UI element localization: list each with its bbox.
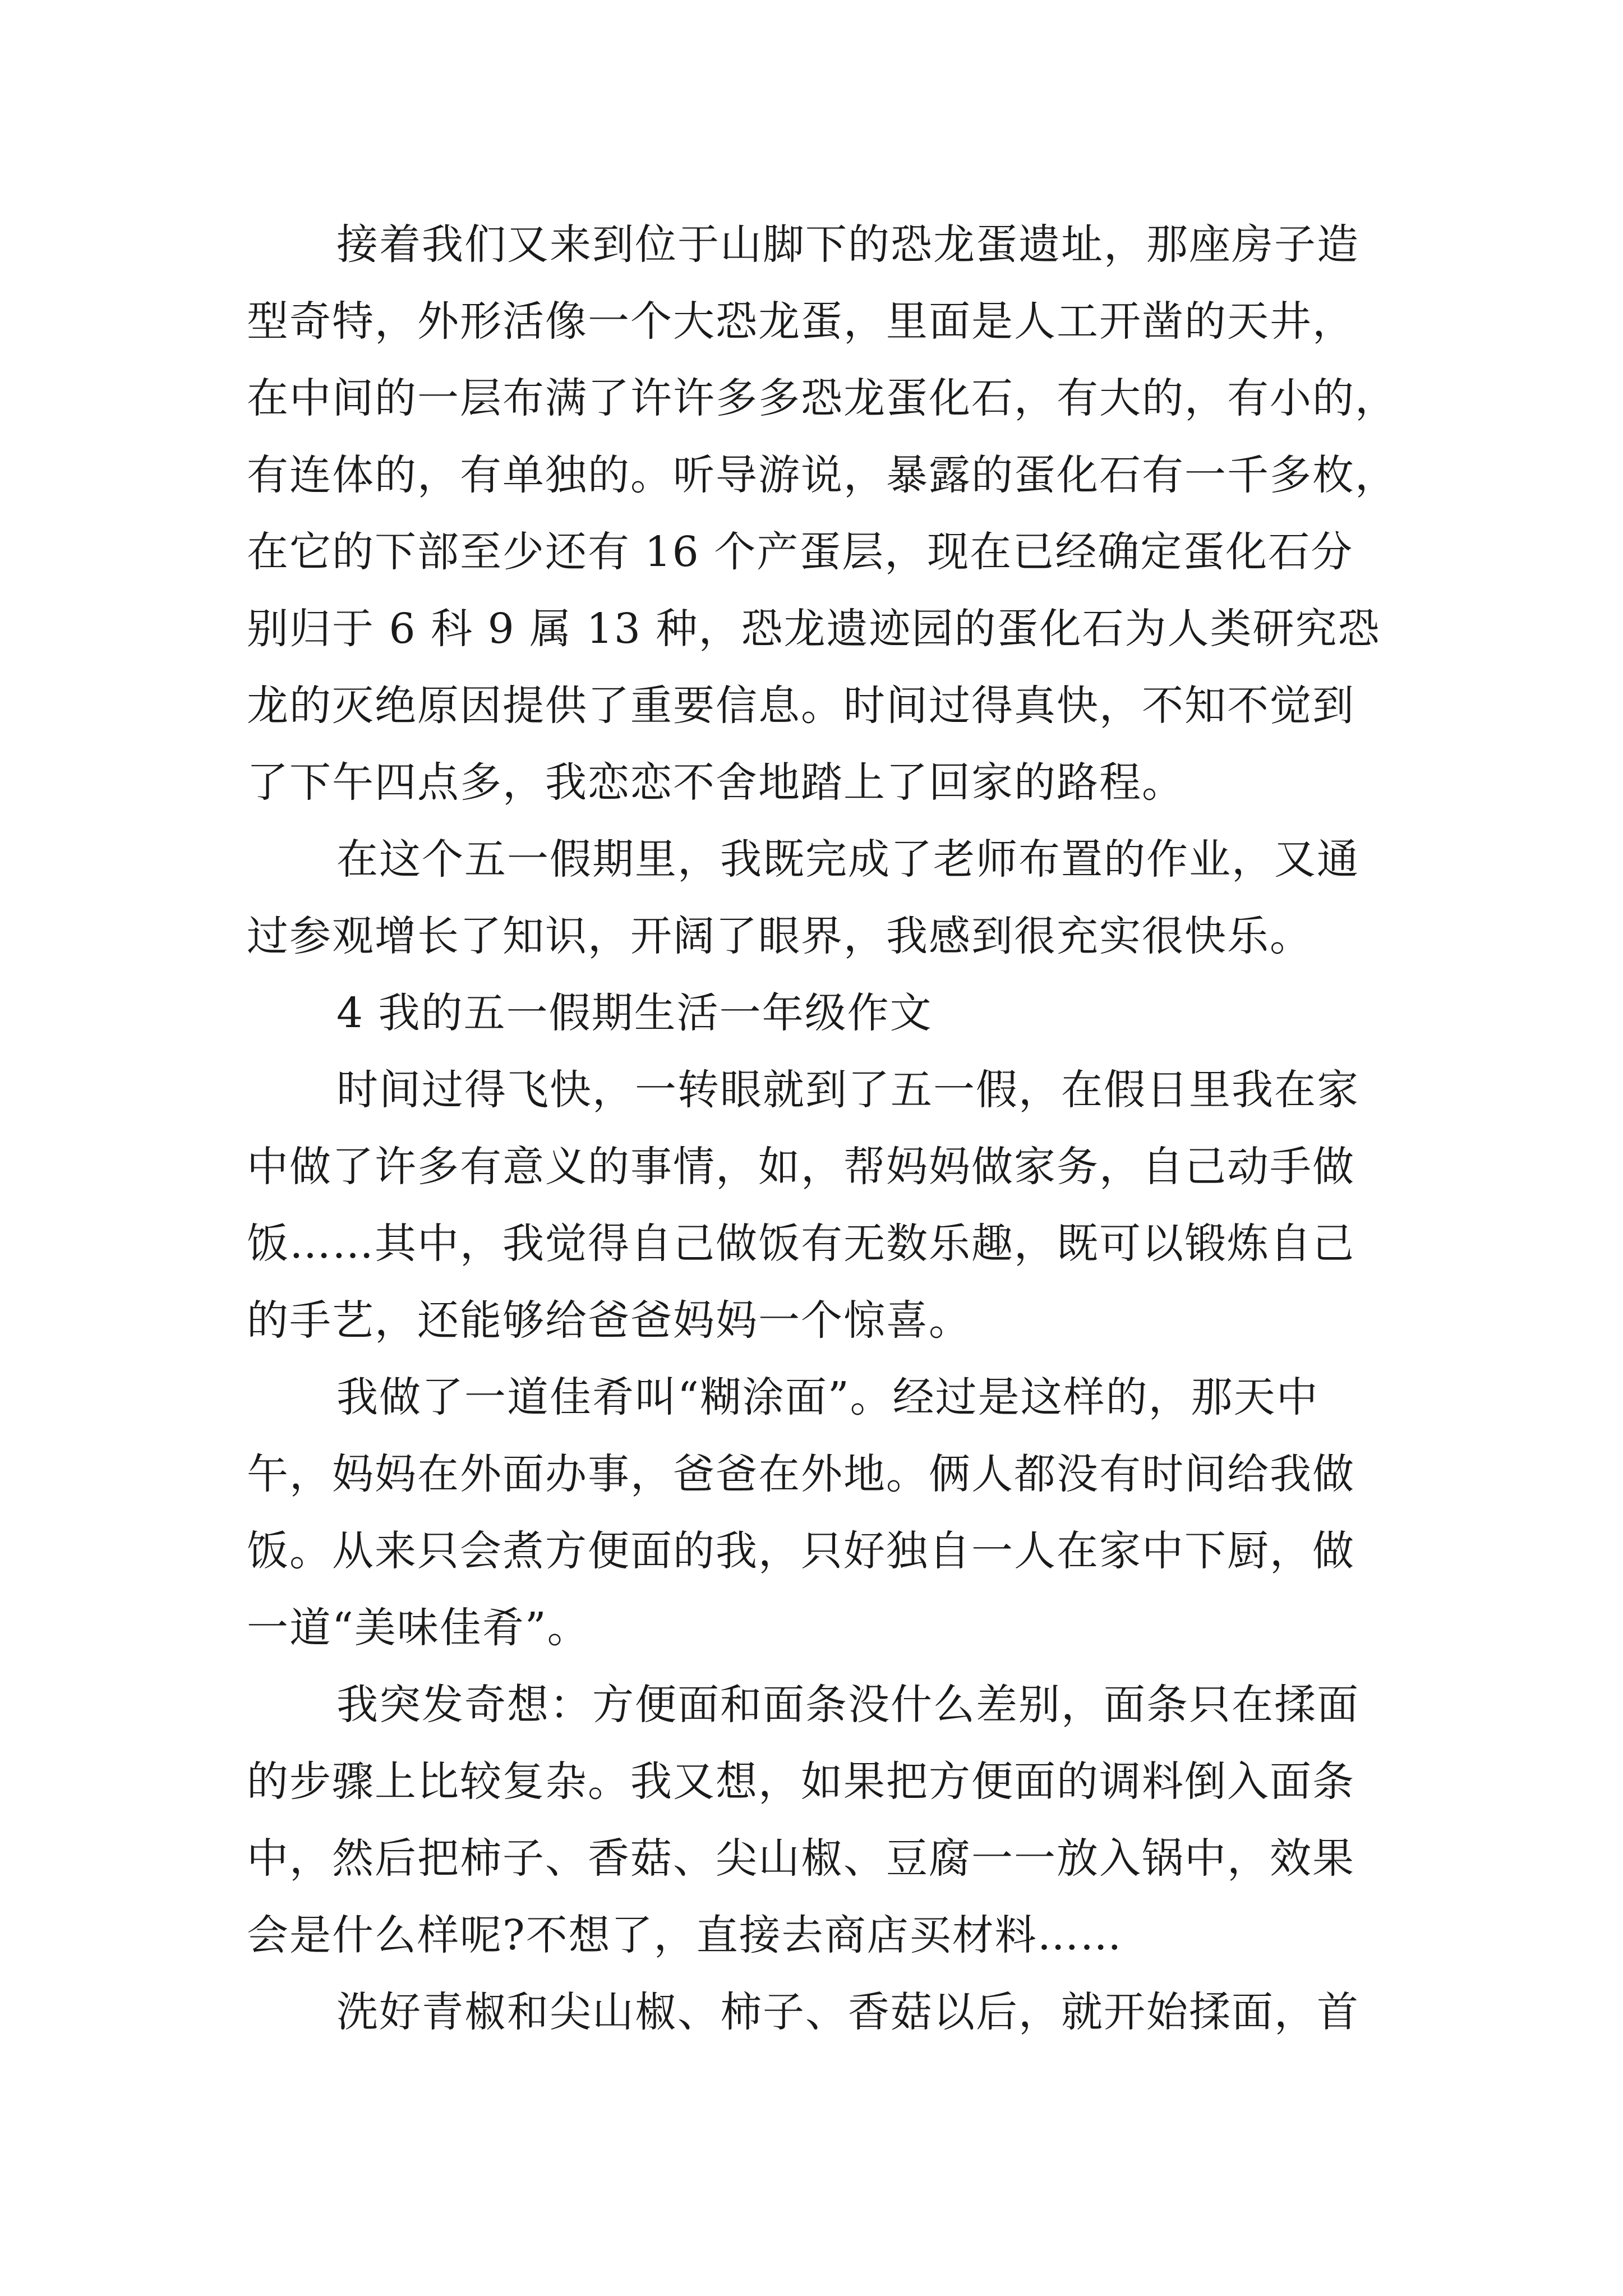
paragraph-line: 了下午四点多，我恋恋不舍地踏上了回家的路程。 [247,758,1184,807]
paragraph-line: 过参观增长了知识，开阔了眼界，我感到很充实很快乐。 [247,912,1312,960]
paragraph-line: 的手艺，还能够给爸爸妈妈一个惊喜。 [247,1296,971,1345]
paragraph-line: 中，然后把柿子、香菇、尖山椒、豆腐一一放入锅中，效果 [247,1834,1355,1883]
paragraph-line: 在中间的一层布满了许许多多恐龙蛋化石，有大的，有小的， [247,374,1398,422]
paragraph-line: 一道“美味佳肴”。 [247,1604,590,1652]
paragraph-line: 午，妈妈在外面办事，爸爸在外地。俩人都没有时间给我做 [247,1450,1355,1498]
paragraph-line: 我突发奇想：方便面和面条没什么差别，面条只在揉面 [336,1681,1359,1729]
paragraph-line: 洗好青椒和尖山椒、柿子、香菇以后，就开始揉面，首 [336,1988,1359,2036]
paragraph-line: 别归于 6 科 9 属 13 种，恐龙遗迹园的蛋化石为人类研究恐 [247,605,1381,653]
paragraph-line: 时间过得飞快，一转眼就到了五一假，在假日里我在家 [336,1066,1359,1114]
paragraph-line: 会是什么样呢?不想了，直接去商店买材料…… [247,1911,1123,1959]
paragraph-line: 在它的下部至少还有 16 个产蛋层，现在已经确定蛋化石分 [247,528,1354,576]
paragraph-line: 饭。从来只会煮方便面的我，只好独自一人在家中下厨，做 [247,1527,1355,1575]
paragraph-line: 龙的灭绝原因提供了重要信息。时间过得真快，不知不觉到 [247,682,1355,730]
paragraph-line: 我做了一道佳肴叫“糊涂面”。经过是这样的，那天中 [336,1373,1319,1421]
paragraph-line: 中做了许多有意义的事情，如，帮妈妈做家务，自己动手做 [247,1143,1355,1191]
paragraph-line: 有连体的，有单独的。听导游说，暴露的蛋化石有一千多枚， [247,451,1398,499]
paragraph-line: 的步骤上比较复杂。我又想，如果把方便面的调料倒入面条 [247,1757,1355,1806]
paragraph-line: 饭……其中，我觉得自己做饭有无数乐趣，既可以锻炼自己 [247,1220,1355,1268]
paragraph-line: 在这个五一假期里，我既完成了老师布置的作业，又通 [336,835,1359,884]
body-text [247,206,1413,2051]
section-heading: 4 我的五一假期生活一年级作文 [336,989,933,1037]
paragraph-line: 接着我们又来到位于山脚下的恐龙蛋遗址，那座房子造 [336,220,1359,269]
paragraph-line: 型奇特，外形活像一个大恐龙蛋，里面是人工开凿的天井， [247,297,1355,346]
